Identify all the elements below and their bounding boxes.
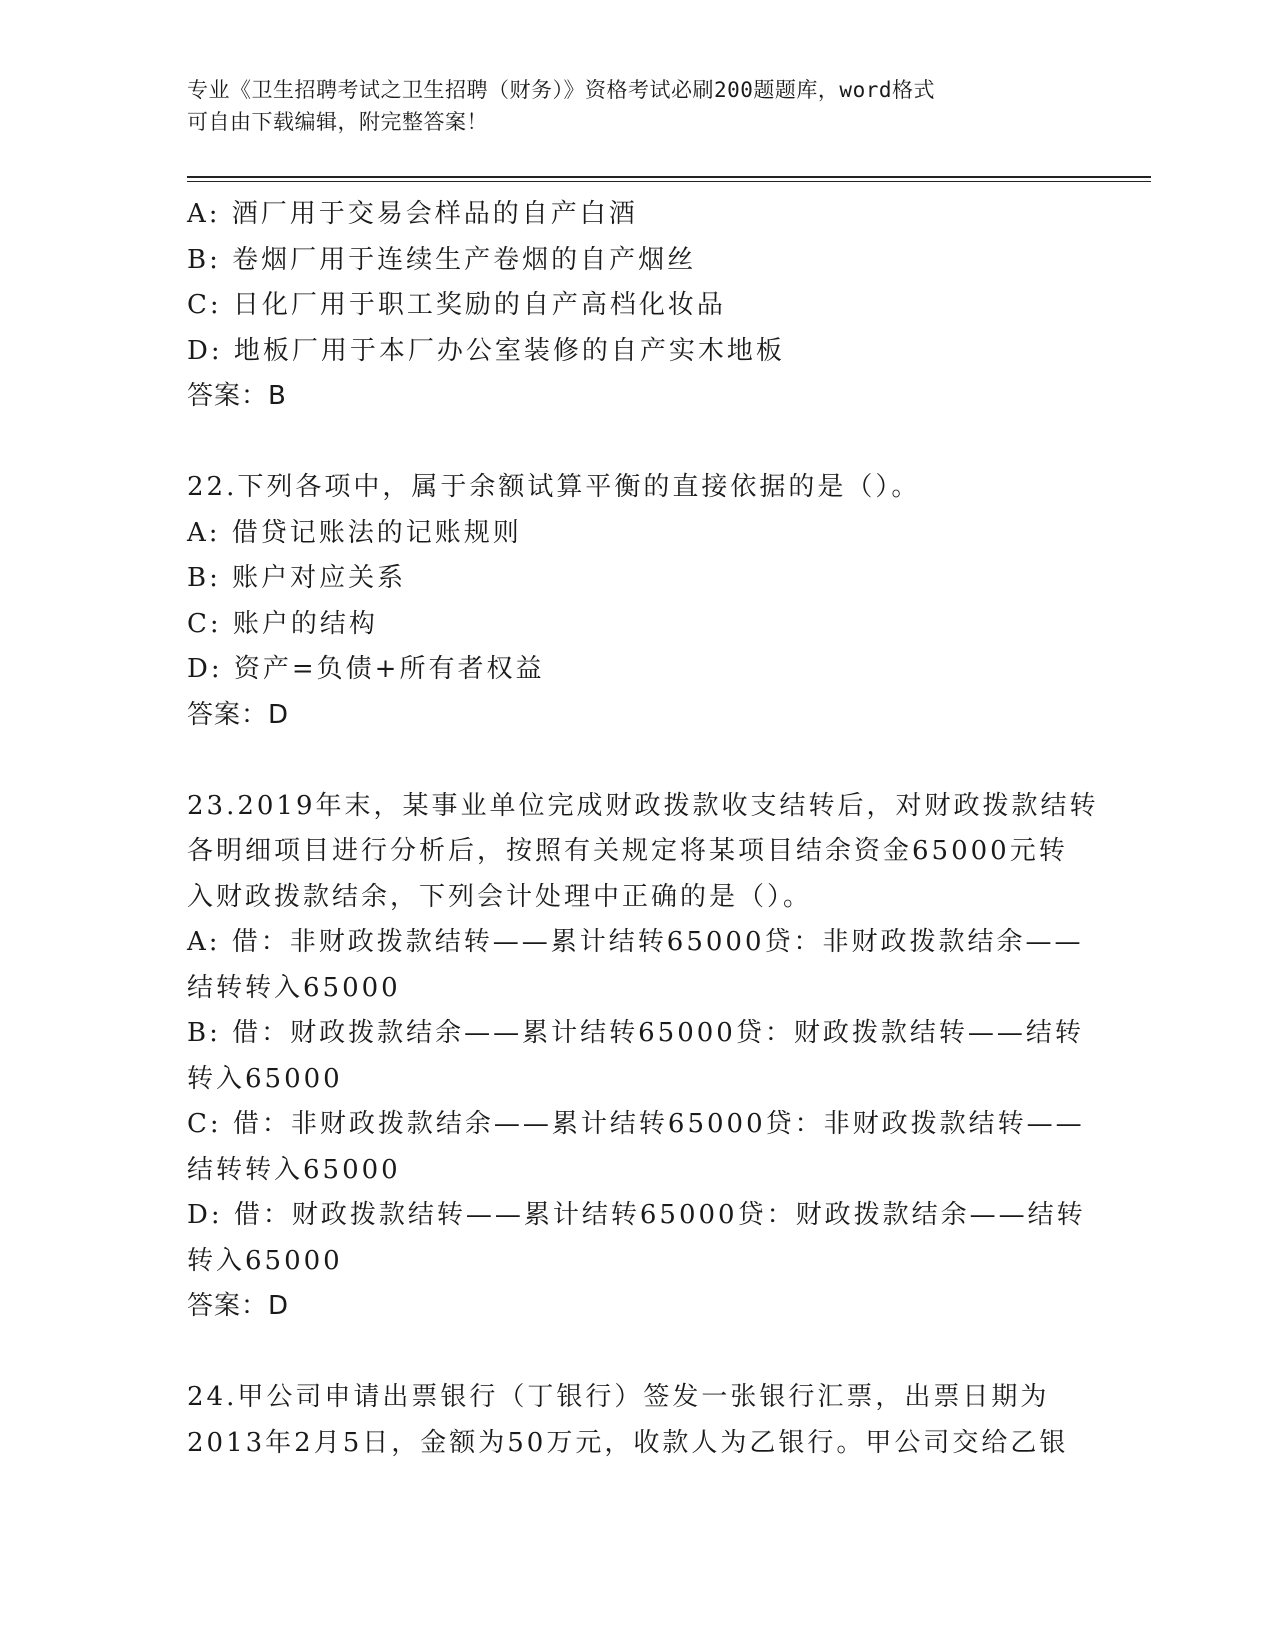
- q23-option-c-line-2: 结转转入65000: [187, 1154, 401, 1185]
- q23-option-a-line-2: 结转转入65000: [187, 972, 401, 1003]
- question-24: [187, 1375, 1087, 1466]
- q21-option-b: B: 卷烟厂用于连续生产卷烟的自产烟丝: [187, 244, 697, 275]
- page-header: [187, 74, 1087, 138]
- q21-answer: 答案：B: [187, 381, 287, 411]
- question-23: [187, 784, 1099, 1330]
- q23-option-a-line-1: A: 借：非财政拨款结转——累计结转65000贷：非财政拨款结余——: [187, 927, 1084, 957]
- q23-stem-line-2: 各明细项目进行分析后，按照有关规定将某项目结余资金65000元转: [187, 836, 1068, 866]
- q23-option-d-line-1: D: 借：财政拨款结转——累计结转65000贷：财政拨款结余——结转: [187, 1200, 1086, 1230]
- q22-option-b: B: 账户对应关系: [187, 563, 407, 593]
- spacer: [187, 1330, 1087, 1376]
- q21-option-c: C: 日化厂用于职工奖励的自产高档化妆品: [187, 290, 726, 320]
- question-21: [187, 192, 1087, 420]
- q24-stem-line-1: 24.甲公司申请出票银行（丁银行）签发一张银行汇票，出票日期为: [187, 1382, 1050, 1412]
- question-22: [187, 465, 1087, 738]
- q23-stem-line-3: 入财政拨款结余，下列会计处理中正确的是（）。: [187, 881, 813, 912]
- question-content: [187, 192, 1099, 1466]
- q22-option-c: C: 账户的结构: [187, 608, 378, 639]
- q23-stem-line-1: 23.2019年末，某事业单位完成财政拨款收支结转后，对财政拨款结转: [187, 790, 1099, 821]
- q21-option-d: D: 地板厂用于本厂办公室装修的自产实木地板: [187, 335, 785, 366]
- header-divider: [187, 176, 1151, 178]
- q22-answer: 答案：D: [187, 699, 290, 730]
- header-line-1: 专业《卫生招聘考试之卫生招聘（财务）》资格考试必刷200题题库，word格式: [187, 78, 935, 102]
- q21-option-a: A: 酒厂用于交易会样品的自产白酒: [187, 199, 638, 229]
- spacer: [187, 420, 1087, 466]
- q23-option-d-line-2: 转入65000: [187, 1245, 343, 1276]
- q23-option-c-line-1: C: 借：非财政拨款结余——累计结转65000贷：非财政拨款结转——: [187, 1109, 1085, 1139]
- q23-option-b-line-2: 转入65000: [187, 1063, 343, 1094]
- q24-stem-line-2: 2013年2月5日，金额为50万元，收款人为乙银行。甲公司交给乙银: [187, 1427, 1069, 1458]
- q23-option-b-line-1: B: 借：财政拨款结余——累计结转65000贷：财政拨款结转——结转: [187, 1018, 1084, 1048]
- q23-answer: 答案：D: [187, 1291, 290, 1321]
- q22-option-d: D: 资产=负债+所有者权益: [187, 654, 545, 684]
- q22-option-a: A: 借贷记账法的记账规则: [187, 517, 522, 548]
- header-line-2: 可自由下载编辑，附完整答案！: [187, 110, 488, 134]
- q22-stem: 22.下列各项中，属于余额试算平衡的直接依据的是（）。: [187, 472, 921, 502]
- spacer: [187, 738, 1087, 784]
